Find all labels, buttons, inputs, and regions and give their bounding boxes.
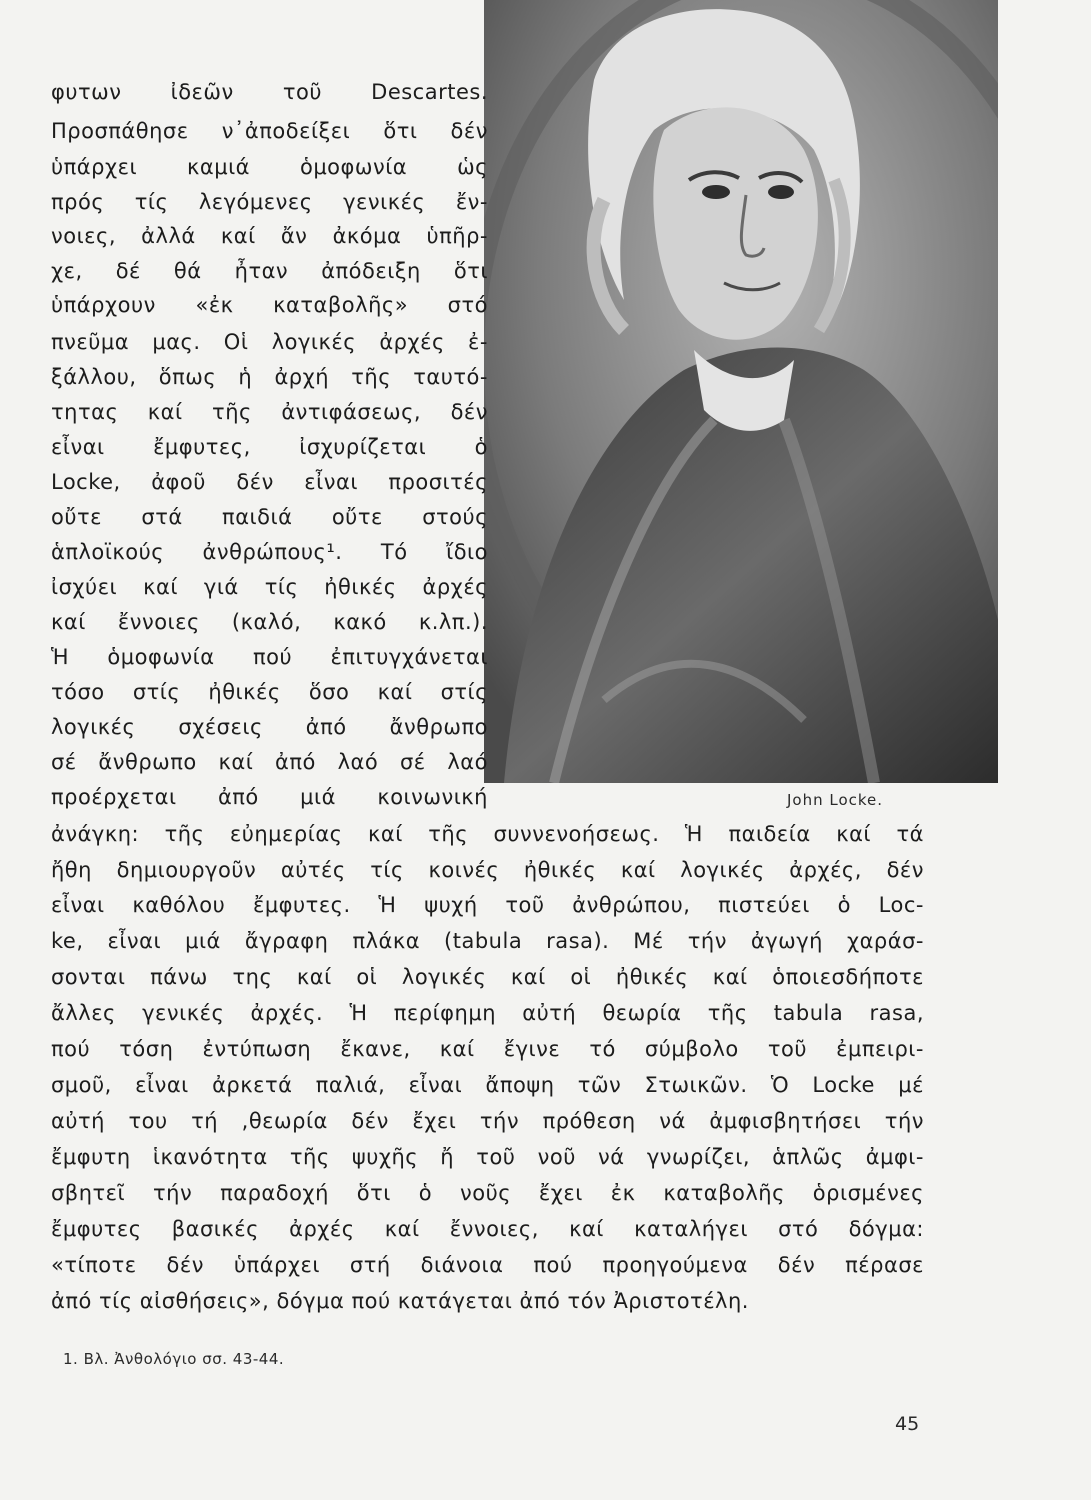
text-line: ke, εἶναι μιά ἄγραφη πλάκα (tabula rasa). Μέ τήν ἀγωγή χαράσ- <box>51 929 924 953</box>
text-line: πνεῦμα μας. Οἱ λογικές ἀρχές ἐ- <box>51 330 488 354</box>
footnote: 1. Βλ. Ἀνθολόγιο σσ. 43-44. <box>63 1350 285 1368</box>
text-line: νοιες, ἀλλά καί ἄν ἀκόμα ὑπῆρ- <box>51 224 488 248</box>
text-line: φυτων ἰδεῶν τοῦ Descartes. <box>51 80 488 104</box>
text-line: προέρχεται ἀπό μιά κοινωνική <box>51 785 488 809</box>
text-line: οὔτε στά παιδιά οὔτε στούς <box>51 505 488 529</box>
text-line: «τίποτε δέν ὑπάρχει στή διάνοια πού προηγούμενα δέν πέρασε <box>51 1253 924 1277</box>
text-line: εἶναι ἔμφυτες, ἰσχυρίζεται ὁ <box>51 435 488 459</box>
text-line: ὑπάρχουν «ἐκ καταβολῆς» στό <box>51 293 488 317</box>
john-locke-portrait <box>484 0 998 783</box>
text-line: σέ ἄνθρωπο καί ἀπό λαό σέ λαό <box>51 750 488 774</box>
text-line: ἁπλοϊκούς ἀνθρώπους¹. Τό ἴδιο <box>51 540 488 564</box>
text-line: αὐτή του τή ,θεωρία δέν ἔχει τήν πρόθεση νά ἀμφισβητήσει τήν <box>51 1109 924 1133</box>
text-line: Προσπάθησε ν᾽ἀποδείξει ὅτι δέν <box>51 119 488 143</box>
text-line: τόσο στίς ἠθικές ὅσο καί στίς <box>51 680 488 704</box>
text-line: ἄλλες γενικές ἀρχές. Ἡ περίφημη αὐτή θεωρία τῆς tabula rasa, <box>51 1001 924 1025</box>
text-line: τητας καί τῆς ἀντιφάσεως, δέν <box>51 400 488 424</box>
text-line: χε, δέ θά ἦταν ἀπόδειξη ὅτι <box>51 259 488 283</box>
portrait-engraving-icon <box>484 0 998 783</box>
text-line: Locke, ἀφοῦ δέν εἶναι προσιτές <box>51 470 488 494</box>
text-line: ἤθη δημιουργοῦν αὐτές τίς κοινές ἠθικές καί λογικές ἀρχές, δέν <box>51 858 924 882</box>
text-line: ἔμφυτες βασικές ἀρχές καί ἔννοιες, καί καταλήγει στό δόγμα: <box>51 1217 924 1241</box>
text-line: ἀνάγκη: τῆς εὐημερίας καί τῆς συννενοήσεως. Ἡ παιδεία καί τά <box>51 822 924 846</box>
text-line: ὑπάρχει καμιά ὁμοφωνία ὡς <box>51 155 488 179</box>
text-line: εἶναι καθόλου ἔμφυτες. Ἡ ψυχή τοῦ ἀνθρώπου, πιστεύει ὁ Loc- <box>51 893 924 917</box>
text-line: ξάλλου, ὅπως ἡ ἀρχή τῆς ταυτό- <box>51 365 488 389</box>
text-line: ἰσχύει καί γιά τίς ἠθικές ἀρχές <box>51 575 488 599</box>
text-line: σονται πάνω της καί οἱ λογικές καί οἱ ἠθικές καί ὁποιεσδήποτε <box>51 965 924 989</box>
text-line: ἀπό τίς αἰσθήσεις», δόγμα πού κατάγεται ἀπό τόν Ἀριστοτέλη. <box>51 1289 749 1313</box>
text-line: ἔμφυτη ἱκανότητα τῆς ψυχῆς ἤ τοῦ νοῦ νά γνωρίζει, ἁπλῶς ἀμφι- <box>51 1145 924 1169</box>
text-line: σμοῦ, εἶναι ἀρκετά παλιά, εἶναι ἄποψη τῶν Στωικῶν. Ὁ Locke μέ <box>51 1073 924 1097</box>
text-line: σβητεῖ τήν παραδοχή ὅτι ὁ νοῦς ἔχει ἐκ καταβολῆς ὁρισμένες <box>51 1181 924 1205</box>
portrait-caption: John Locke. <box>787 791 884 809</box>
text-line: καί ἔννοιες (καλό, κακό κ.λπ.). <box>51 610 488 634</box>
text-line: πού τόση ἐντύπωση ἔκανε, καί ἔγινε τό σύμβολο τοῦ ἐμπειρι- <box>51 1037 924 1061</box>
page-number: 45 <box>895 1413 920 1435</box>
text-line: λογικές σχέσεις ἀπό ἄνθρωπο <box>51 715 488 739</box>
text-line: Ἡ ὁμοφωνία πού ἐπιτυγχάνεται <box>51 645 488 669</box>
text-line: πρός τίς λεγόμενες γενικές ἔν- <box>51 190 488 214</box>
